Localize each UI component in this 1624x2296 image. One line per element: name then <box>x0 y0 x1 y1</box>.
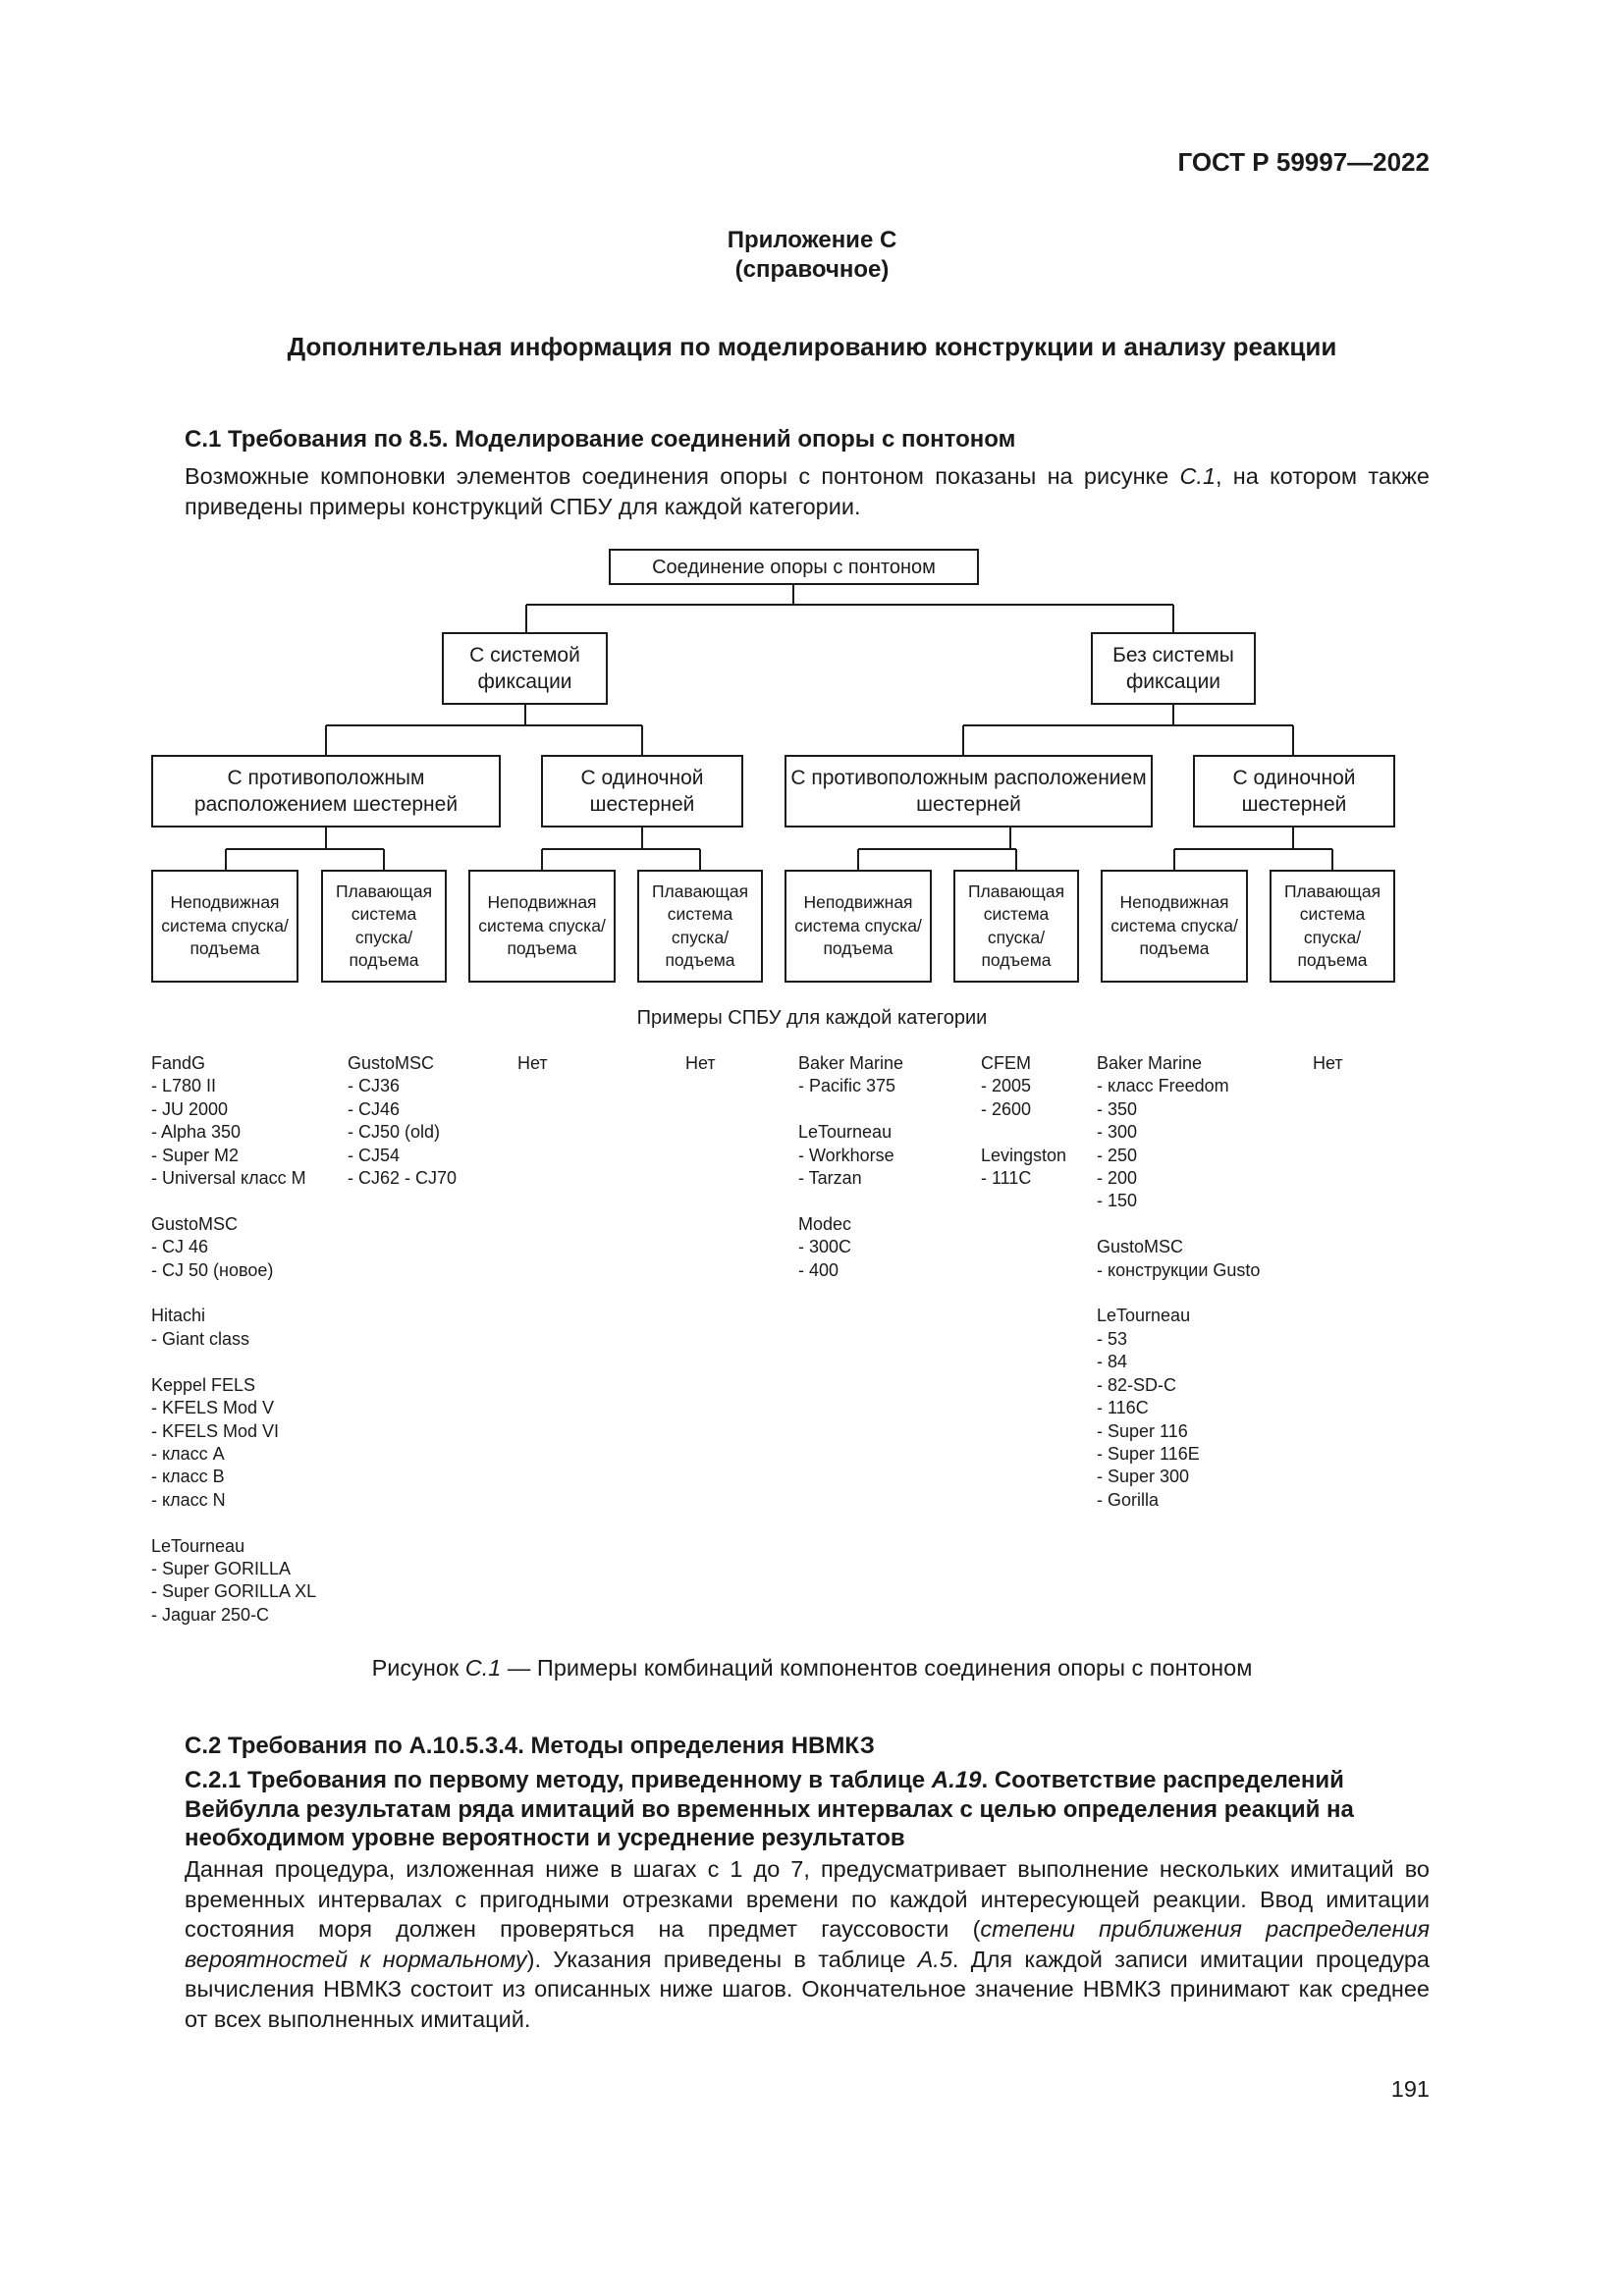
diagram-box-opposed-pinions: С противоположным расположением шестерней <box>785 755 1153 828</box>
para-text: Возможные компоновки элементов соединения опоры с понтоном показаны на рисунке <box>185 463 1180 489</box>
table-ref: А.19 <box>931 1767 982 1793</box>
diagram-leaf-floating-jacking: Плавающая система спуска/ подъема <box>953 870 1079 983</box>
diagram-leaf-floating-jacking: Плавающая система спуска/ подъема <box>1270 870 1395 983</box>
subsection-text: . Соответствие распределений Вейбулла результатам ряда имитаций во временных интервалах с целью определения реакций на необходимом уровне вероятности и усреднение результатов <box>185 1767 1354 1851</box>
diagram-leaf-floating-jacking: Плавающая система спуска/ подъема <box>637 870 763 983</box>
diagram-box-single-pinion: С одиночной шестерней <box>541 755 743 828</box>
figure-ref: С.1 <box>1179 463 1217 489</box>
examples-column: Baker Marine - Pacific 375 LeTourneau - Workhorse - Tarzan Modec - 300C - 400 <box>798 1053 904 1280</box>
diagram-connectors <box>0 0 1624 1001</box>
diagram-box-without-locking: Без системы фиксации <box>1091 632 1256 705</box>
figure-ref: С.1 <box>464 1655 502 1681</box>
table-ref: А.5 <box>917 1946 952 1972</box>
para-italic: степени приближения распределения вероятностей к нормальному <box>185 1916 1430 1972</box>
diagram-leaf-fixed-jacking: Неподвижная система спуска/ подъема <box>785 870 932 983</box>
section-c1-heading: С.1 Требования по 8.5. Моделирование соединений опоры с понтоном <box>185 426 1016 453</box>
examples-column: Baker Marine - класс Freedom - 350 - 300 - 250 - 200 - 150 GustoMSC - конструкции Gusto LeTourneau - 53 - 84 - 82-SD-C - 116C - Super 116 - Super 116E - Super 300 - Gorilla <box>1097 1053 1261 1510</box>
examples-column: Нет <box>685 1053 716 1073</box>
examples-column: CFEM - 2005 - 2600 Levingston - 111C <box>981 1053 1067 1189</box>
caption-text: — Примеры комбинаций компонентов соединения опоры с понтоном <box>501 1655 1253 1681</box>
diagram-leaf-floating-jacking: Плавающая система спуска/ подъема <box>321 870 447 983</box>
caption-text: Рисунок <box>371 1655 465 1681</box>
appendix-title: Дополнительная информация по моделированию конструкции и анализу реакции <box>287 332 1337 361</box>
section-c2-heading: С.2 Требования по А.10.5.3.4. Методы определения НВМКЗ <box>185 1733 875 1759</box>
para-text: , на котором также приведены примеры конструкций СПБУ для каждой категории. <box>185 463 1430 519</box>
appendix-label: Приложение С <box>727 227 897 253</box>
diagram-leaf-fixed-jacking: Неподвижная система спуска/ подъема <box>1101 870 1248 983</box>
examples-column: Нет <box>517 1053 548 1073</box>
examples-column: GustoMSC - CJ36 - CJ46 - CJ50 (old) - CJ54 - CJ62 - CJ70 <box>348 1053 458 1189</box>
examples-title: Примеры СПБУ для каждой категории <box>636 1007 988 1029</box>
diagram-box-with-locking: С системой фиксации <box>442 632 608 705</box>
diagram-root-box: Соединение опоры с понтоном <box>609 549 979 585</box>
examples-column: Нет <box>1313 1053 1343 1073</box>
para-text: ). Указания приведены в таблице <box>526 1946 918 1972</box>
appendix-type: (справочное) <box>734 256 890 283</box>
diagram-leaf-fixed-jacking: Неподвижная система спуска/ подъема <box>151 870 298 983</box>
diagram-box-single-pinion: С одиночной шестерней <box>1193 755 1395 828</box>
subsection-text: С.2.1 Требования по первому методу, приведенному в таблице <box>185 1767 932 1793</box>
section-c2-1-heading <box>116 1766 1430 1853</box>
standard-number: ГОСТ Р 59997—2022 <box>1177 147 1430 177</box>
diagram-box-opposed-pinions: С противоположным расположением шестерней <box>151 755 501 828</box>
section-c2-1-paragraph <box>116 1854 1430 2034</box>
examples-column: FandG - L780 II - JU 2000 - Alpha 350 - Super M2 - Universal класс M GustoMSC - CJ 46 - CJ 50 (новое) Hitachi - Giant class Keppel FELS - KFELS Mod V - KFELS Mod VI - класс A - класс B - класс N LeTourneau - Super GORILLA - Super GORILLA XL - Jaguar 250-C <box>151 1053 317 1625</box>
page-number: 191 <box>1390 2076 1430 2102</box>
para-text: Данная процедура, изложенная ниже в шагах с 1 до 7, предусматривает выполнение нескольких имитаций во временных интервалах с пригодными отрезками времени по каждой интересующей реакции. Ввод имитации состояния моря должен проверяться на предмет гауссовости ( <box>185 1856 1430 1942</box>
diagram-leaf-fixed-jacking: Неподвижная система спуска/ подъема <box>468 870 616 983</box>
para-text: . Для каждой записи имитации процедура вычисления НВМКЗ состоит из описанных ниже шагов. Окончательное значение НВМКЗ принимают как среднее от всех выполненных имитаций. <box>185 1946 1430 2032</box>
figure-caption <box>0 1655 1624 1682</box>
